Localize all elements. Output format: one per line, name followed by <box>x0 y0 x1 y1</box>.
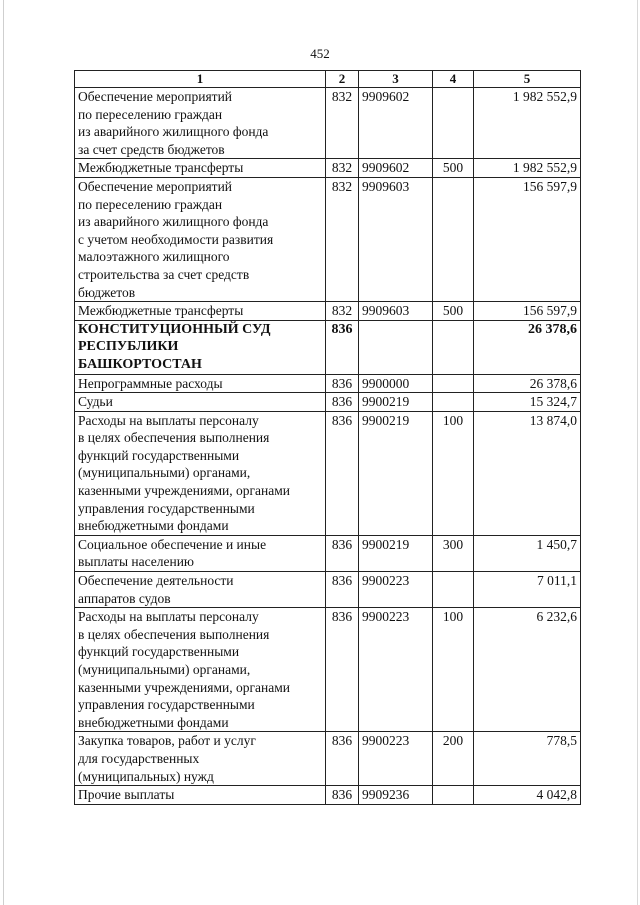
column-header-expense-type: 4 <box>433 71 474 88</box>
row-target-article-cell: 9900223 <box>359 608 433 732</box>
table-row <box>75 320 581 374</box>
table-row <box>75 374 581 393</box>
row-code-cell: 832 <box>326 302 359 321</box>
row-amount-cell: 1 982 552,9 <box>474 159 581 178</box>
row-name-cell: Межбюджетные трансферты <box>75 159 326 178</box>
page-number: 452 <box>310 46 330 61</box>
row-name-cell: Обеспечение мероприятий по переселению граждан из аварийного жилищного фонда с учетом необходимости развития малоэтажного жилищного строительства за счет средств бюджетов <box>75 177 326 301</box>
row-code-cell: 836 <box>326 732 359 786</box>
column-header-code: 2 <box>326 71 359 88</box>
row-expense-type-cell: 300 <box>433 535 474 571</box>
row-name-cell: Обеспечение мероприятий по переселению граждан из аварийного жилищного фонда за счет средств бюджетов <box>75 88 326 159</box>
scan-edge-left <box>3 0 4 905</box>
row-target-article-cell: 9909602 <box>359 88 433 159</box>
row-target-article-cell: 9900219 <box>359 411 433 535</box>
row-code-cell: 836 <box>326 374 359 393</box>
row-target-article-cell: 9909602 <box>359 159 433 178</box>
row-code-cell: 836 <box>326 535 359 571</box>
scan-edge-right <box>637 0 638 905</box>
budget-table <box>74 70 581 805</box>
table-body <box>75 88 581 805</box>
row-name-cell: Расходы на выплаты персоналу в целях обеспечения выполнения функций государственными (муниципальными) органами, казенными учреждениями, органами управления государственными внебюджетными фондами <box>75 608 326 732</box>
row-amount-cell: 26 378,6 <box>474 320 581 374</box>
row-code-cell: 832 <box>326 159 359 178</box>
row-amount-cell: 156 597,9 <box>474 177 581 301</box>
row-amount-cell: 15 324,7 <box>474 393 581 412</box>
row-code-cell: 836 <box>326 320 359 374</box>
row-name-cell: Расходы на выплаты персоналу в целях обеспечения выполнения функций государственными (муниципальными) органами, казенными учреждениями, органами управления государственными внебюджетными фондами <box>75 411 326 535</box>
row-target-article-cell: 9909603 <box>359 302 433 321</box>
row-expense-type-cell <box>433 88 474 159</box>
row-target-article-cell: 9900219 <box>359 393 433 412</box>
row-amount-cell: 4 042,8 <box>474 786 581 805</box>
row-target-article-cell: 9909603 <box>359 177 433 301</box>
table-row <box>75 159 581 178</box>
table-row <box>75 786 581 805</box>
table-row <box>75 572 581 608</box>
table-row <box>75 177 581 301</box>
row-amount-cell: 7 011,1 <box>474 572 581 608</box>
row-expense-type-cell: 200 <box>433 732 474 786</box>
column-header-target-article: 3 <box>359 71 433 88</box>
row-target-article-cell: 9900223 <box>359 732 433 786</box>
row-amount-cell: 778,5 <box>474 732 581 786</box>
row-amount-cell: 26 378,6 <box>474 374 581 393</box>
row-code-cell: 836 <box>326 411 359 535</box>
row-name-cell: Закупка товаров, работ и услуг для государственных (муниципальных) нужд <box>75 732 326 786</box>
row-expense-type-cell: 100 <box>433 411 474 535</box>
row-code-cell: 836 <box>326 786 359 805</box>
row-name-cell: Обеспечение деятельности аппаратов судов <box>75 572 326 608</box>
table-row <box>75 608 581 732</box>
row-target-article-cell: 9909236 <box>359 786 433 805</box>
row-code-cell: 836 <box>326 572 359 608</box>
row-code-cell: 836 <box>326 608 359 732</box>
column-header-amount: 5 <box>474 71 581 88</box>
row-name-cell: Судьи <box>75 393 326 412</box>
row-expense-type-cell <box>433 320 474 374</box>
row-expense-type-cell <box>433 786 474 805</box>
row-target-article-cell: 9900000 <box>359 374 433 393</box>
row-target-article-cell: 9900219 <box>359 535 433 571</box>
column-header-name: 1 <box>75 71 326 88</box>
table-row <box>75 535 581 571</box>
row-code-cell: 836 <box>326 393 359 412</box>
row-name-cell: Социальное обеспечение и иные выплаты населению <box>75 535 326 571</box>
row-expense-type-cell: 500 <box>433 302 474 321</box>
table-header-row <box>75 71 581 88</box>
table-row <box>75 302 581 321</box>
row-amount-cell: 156 597,9 <box>474 302 581 321</box>
table-row <box>75 393 581 412</box>
row-code-cell: 832 <box>326 88 359 159</box>
table-row <box>75 88 581 159</box>
row-expense-type-cell <box>433 572 474 608</box>
row-amount-cell: 13 874,0 <box>474 411 581 535</box>
row-name-cell: Прочие выплаты <box>75 786 326 805</box>
table-row <box>75 732 581 786</box>
row-amount-cell: 1 450,7 <box>474 535 581 571</box>
row-target-article-cell <box>359 320 433 374</box>
row-expense-type-cell: 100 <box>433 608 474 732</box>
row-name-cell: КОНСТИТУЦИОННЫЙ СУД РЕСПУБЛИКИ БАШКОРТОСТАН <box>75 320 326 374</box>
row-name-cell: Непрограммные расходы <box>75 374 326 393</box>
row-expense-type-cell <box>433 374 474 393</box>
table-row <box>75 411 581 535</box>
row-target-article-cell: 9900223 <box>359 572 433 608</box>
row-amount-cell: 1 982 552,9 <box>474 88 581 159</box>
row-amount-cell: 6 232,6 <box>474 608 581 732</box>
row-expense-type-cell <box>433 177 474 301</box>
row-expense-type-cell: 500 <box>433 159 474 178</box>
row-code-cell: 832 <box>326 177 359 301</box>
row-name-cell: Межбюджетные трансферты <box>75 302 326 321</box>
row-expense-type-cell <box>433 393 474 412</box>
